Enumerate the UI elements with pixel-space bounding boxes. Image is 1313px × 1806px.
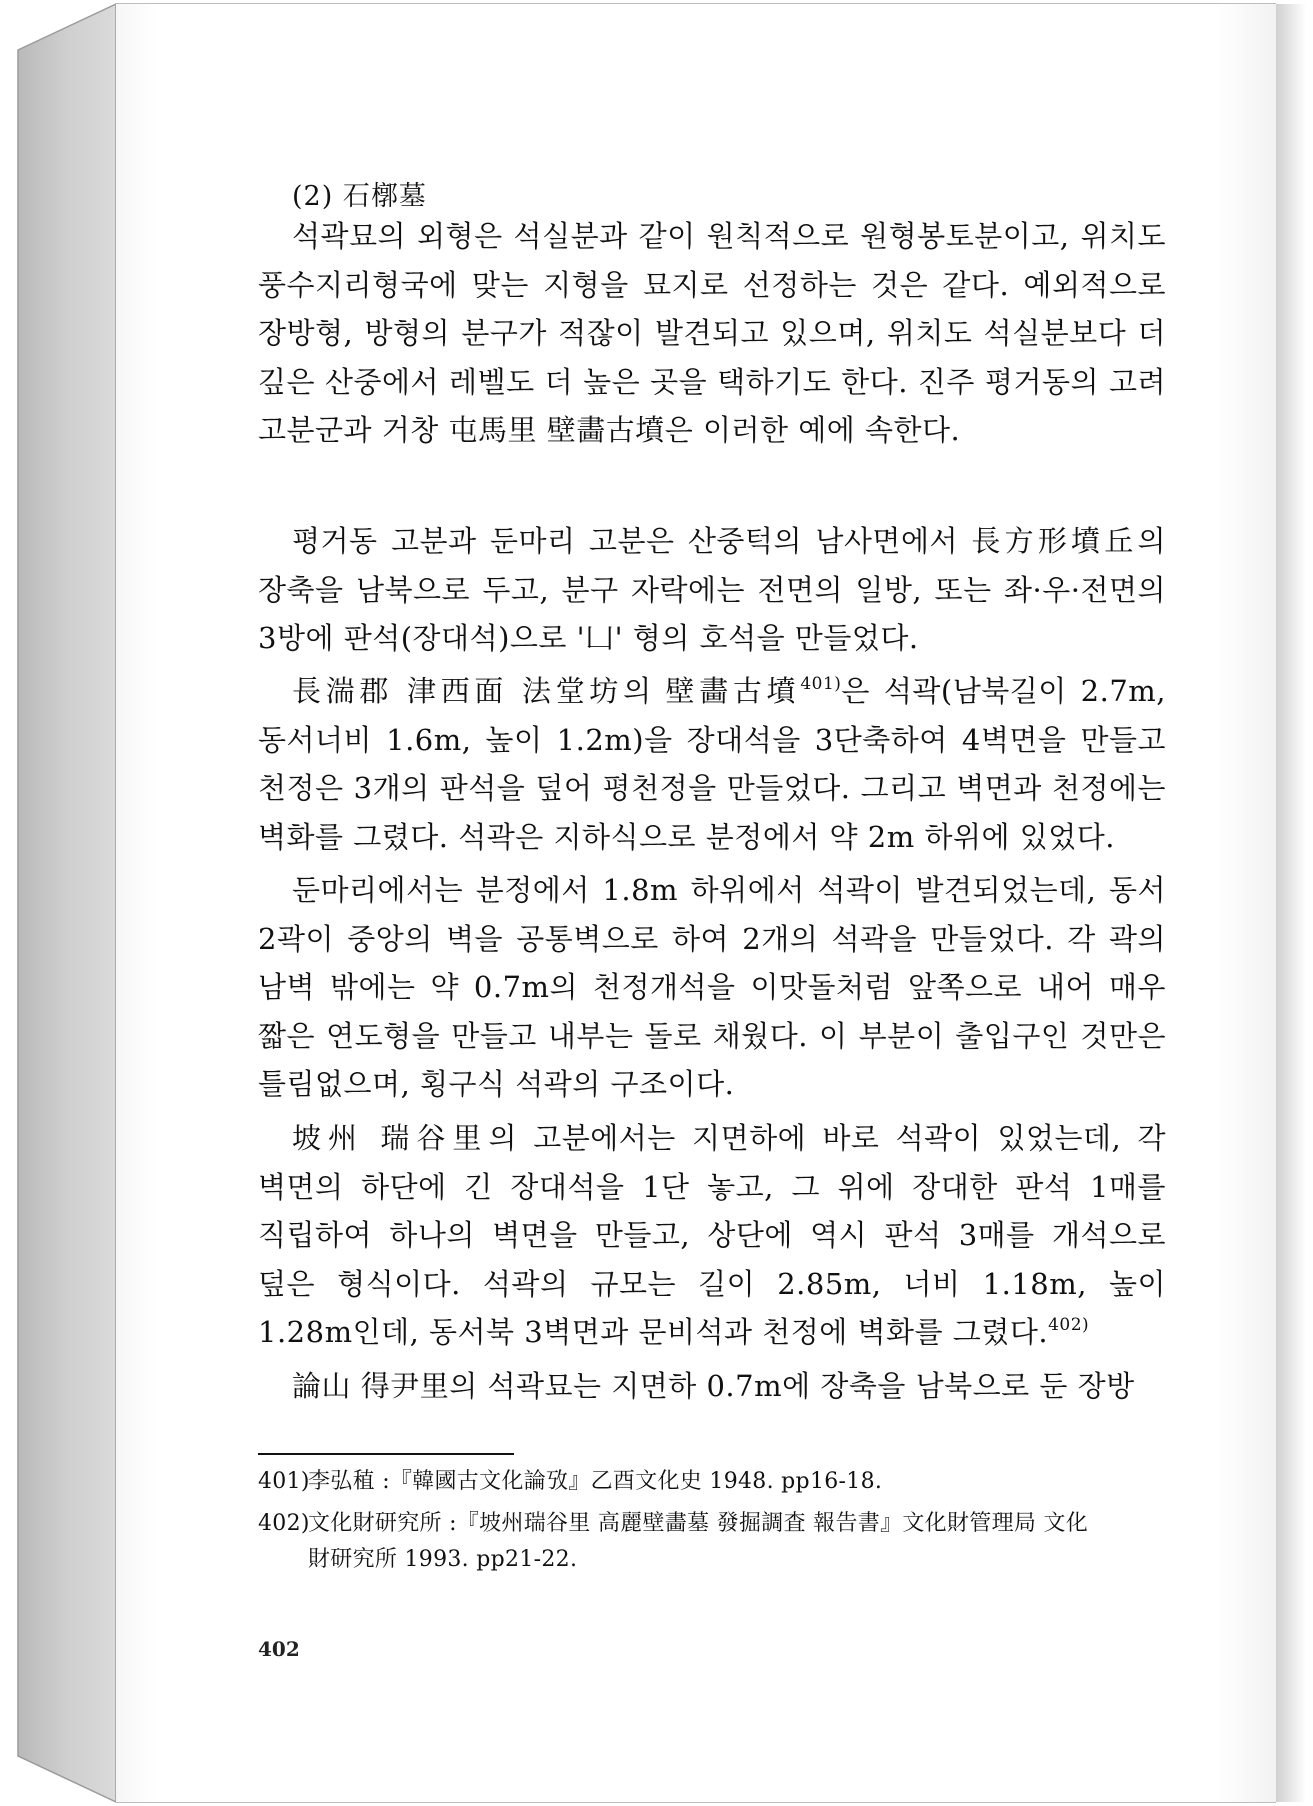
footnote-text: 李弘稙 :『韓國古文化論攷』乙酉文化史 1948. pp16-18. bbox=[308, 1469, 883, 1494]
paragraph-6: 論山 得尹里의 석곽묘는 지면하 0.7m에 장축을 남북으로 둔 장방 bbox=[292, 1369, 1135, 1403]
paragraph-3-text: 長湍郡 津西面 法堂坊의 壁畵古墳 bbox=[292, 674, 801, 708]
paragraph-3 bbox=[258, 667, 1166, 861]
page-number: 402 bbox=[258, 1637, 300, 1661]
footnote-number: 401) bbox=[258, 1469, 310, 1494]
section-heading: (2) 石槨墓 bbox=[292, 181, 427, 212]
footnote-ref-401: 401) bbox=[800, 674, 842, 694]
footnote-number: 402) bbox=[258, 1511, 310, 1536]
paragraph-3-text-cont: 은 석곽(남북길이 2.7m, 동서너비 1.6m, 높이 1.2m)을 장대석을 3단축하여 4벽면을 만들고 천정은 3개의 판석을 덮어 평천정을 만들었다. 그리고 벽면과 천정에는 벽화를 그렸다. 석곽은 지하식으로 분정에서 약 2m 하위에 있었다. bbox=[258, 674, 1167, 854]
paragraph-5 bbox=[258, 1114, 1166, 1357]
footnote-ref-402: 402) bbox=[1048, 1315, 1090, 1335]
footnote-401 bbox=[258, 1464, 1168, 1500]
paragraph-4: 둔마리에서는 분정에서 1.8m 하위에서 석곽이 발견되었는데, 동서 2곽이 중앙의 벽을 공통벽으로 하여 2개의 석곽을 만들었다. 각 곽의 남벽 밖에는 약 0.7m의 천정개석을 이맛돌처럼 앞쪽으로 내어 매우 짧은 연도형을 만들고 내부는 돌로 채웠다. 이 부분이 출입구인 것만은 틀림없으며, 횡구식 석곽의 구조이다. bbox=[258, 873, 1166, 1101]
paragraph-1: 석곽묘의 외형은 석실분과 같이 원칙적으로 원형봉토분이고, 위치도 풍수지리형국에 맞는 지형을 묘지로 선정하는 것은 같다. 예외적으로 장방형, 방형의 분구가 적잖이 발견되고 있으며, 위치도 석실분보다 더 깊은 산중에서 레벨도 더 높은 곳을 택하기도 한다. 진주 평거동의 고려 고분군과 거창 屯馬里 壁畵古墳은 이러한 예에 속한다. bbox=[258, 219, 1166, 447]
paragraph-2: 평거동 고분과 둔마리 고분은 산중턱의 남사면에서 長方形墳丘의 장축을 남북으로 두고, 분구 자락에는 전면의 일방, 또는 좌·우·전면의 3방에 판석(장대석)으로 '凵' 형의 호석을 만들었다. bbox=[258, 524, 1166, 655]
footnote-divider bbox=[258, 1453, 514, 1455]
footnote-text: 文化財研究所 :『坡州瑞谷里 高麗壁畵墓 發掘調査 報告書』文化財管理局 文化 bbox=[308, 1511, 1089, 1536]
footnote-text-cont: 財研究所 1993. pp21-22. bbox=[308, 1547, 578, 1572]
footnote-402 bbox=[258, 1506, 1168, 1578]
paragraph-5-text: 坡州 瑞谷里의 고분에서는 지면하에 바로 석곽이 있었는데, 각 벽면의 하단에 긴 장대석을 1단 놓고, 그 위에 장대한 판석 1매를 직립하여 하나의 벽면을 만들고, 상단에 역시 판석 3매를 개석으로 덮은 형식이다. 석곽의 규모는 길이 2.85m, 너비 1.18m, 높이 1.28m인데, 동서북 3벽면과 문비석과 천정에 벽화를 그렸다. bbox=[258, 1121, 1166, 1349]
